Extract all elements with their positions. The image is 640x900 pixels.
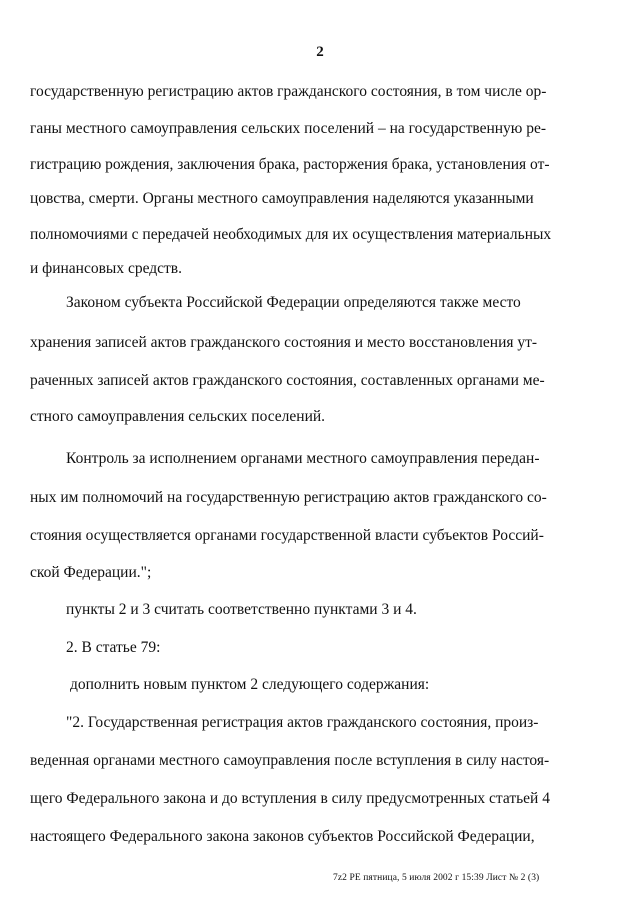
text-line-20: щего Федерального закона и до вступления в силу предусмотренных статьей 4 xyxy=(30,790,550,807)
text-line-7: Законом субъекта Российской Федерации определяются также место xyxy=(66,294,521,311)
text-line-21: настоящего Федерального закона законов субъектов Российской Федерации, xyxy=(30,828,535,845)
page-number: 2 xyxy=(316,44,324,60)
text-line-19: веденная органами местного самоуправления после вступления в силу настоя- xyxy=(30,752,550,769)
text-line-5: полномочиями с передачей необходимых для их осуществления материальных xyxy=(30,226,552,243)
text-line-16: 2. В статье 79: xyxy=(66,639,161,656)
text-line-9: раченных записей актов гражданского состояния, составленных органами ме- xyxy=(30,372,545,389)
text-line-14: ской Федерации."; xyxy=(30,564,152,581)
text-line-13: стояния осуществляется органами государственной власти субъектов Россий- xyxy=(30,527,544,544)
text-line-6: и финансовых средств. xyxy=(30,260,183,277)
text-line-4: цовства, смерти. Органы местного самоуправления наделяются указанными xyxy=(30,190,534,207)
text-line-15: пункты 2 и 3 считать соответственно пунктами 3 и 4. xyxy=(66,601,417,618)
text-line-1: государственную регистрацию актов гражданского состояния, в том числе ор- xyxy=(30,83,547,100)
text-line-10: стного самоуправления сельских поселений. xyxy=(30,408,326,425)
text-line-11: Контроль за исполнением органами местного самоуправления передан- xyxy=(66,450,540,467)
page-footer: 7z2 РЕ пятница, 5 июля 2002 г 15:39 Лист № 2 (3) xyxy=(333,873,540,883)
text-line-17: дополнить новым пунктом 2 следующего содержания: xyxy=(70,676,430,693)
text-line-2: ганы местного самоуправления сельских поселений – на государственную ре- xyxy=(30,120,547,137)
text-line-18: "2. Государственная регистрация актов гражданского состояния, произ- xyxy=(66,714,539,731)
text-line-3: гистрацию рождения, заключения брака, расторжения брака, установления от- xyxy=(30,156,550,173)
text-line-8: хранения записей актов гражданского состояния и место восстановления ут- xyxy=(30,334,538,351)
text-line-12: ных им полномочий на государственную регистрацию актов гражданского со- xyxy=(30,489,547,506)
